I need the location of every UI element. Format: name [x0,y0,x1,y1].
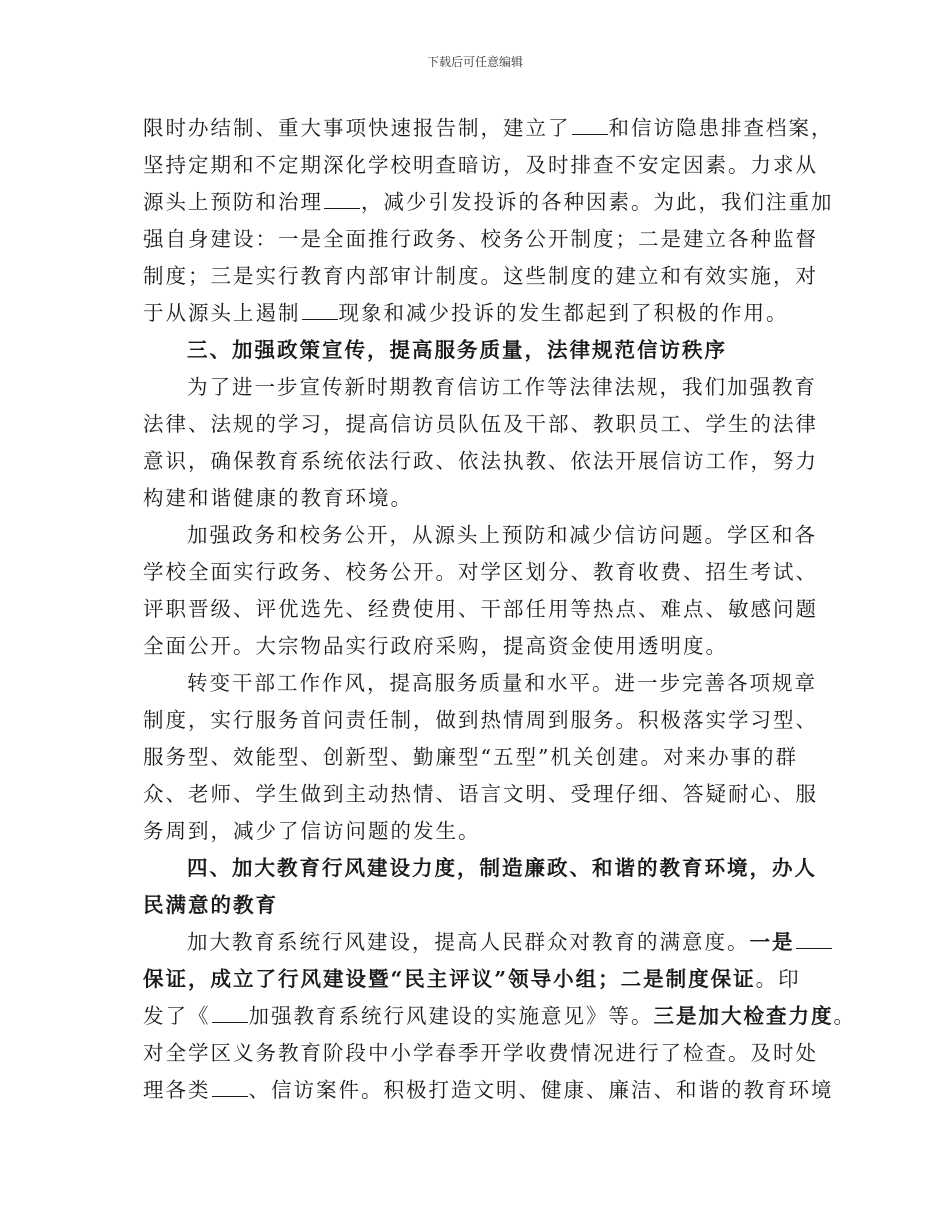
text-run: 源头上预防和治理 [143,190,323,214]
text-line [143,554,823,591]
text-run: 服务型、效能型、创新型、勤廉型“五型”机关创建。对来办事的群 [143,745,798,769]
text-line [143,517,823,554]
text-run: 和信访隐患排查档案， [608,116,834,140]
text-line [143,110,834,147]
document-body [143,110,856,1109]
text-run: 学校全面实行政务、校务公开。对学区划分、教育收费、招生考试、 [143,560,818,584]
text-line [143,406,823,443]
text-line [143,184,834,221]
text-run: 发了《 [143,1004,211,1028]
text-line [143,147,823,184]
text-line [143,850,823,887]
text-run: 现象和减少投诉的发生都起到了积极的作用。 [338,301,789,325]
text-run: 保证，成立了行风建设暨“民主评议”领导小组；二是制度保证 [143,967,756,991]
text-run: 于从源头上遏制 [143,301,301,325]
text-run: 构建和谐健康的教育环境。 [143,486,413,510]
text-run: 制度；三是实行教育内部审计制度。这些制度的建立和有效实施，对 [143,264,818,288]
text-run: 三、加强政策宣传，提高服务质量，法律规范信访秩序 [187,338,727,362]
text-run: 务周到，减少了信访问题的发生。 [143,819,481,843]
text-run: 四、加大教育行风建设力度，制造廉政、和谐的教育环境，办人 [187,856,817,880]
text-run: 加强教育系统行风建设的实施意见》等。 [248,1004,654,1028]
text-line [143,258,823,295]
page-header: 下载后可任意编辑 [426,55,523,69]
text-run: 意识，确保教育系统依法行政、依法执教、依法开展信访工作，努力 [143,449,818,473]
text-run: 全面公开。大宗物品实行政府采购，提高资金使用透明度。 [143,634,728,658]
text-run: 民满意的教育 [143,893,278,917]
text-run: 加大教育系统行风建设，提高人民群众对教育的满意度。 [187,930,750,954]
text-run: 众、老师、学生做到主动热情、语言文明、受理仔细、答疑耐心、服 [143,782,818,806]
text-run: 法律、法规的学习，提高信访员队伍及干部、教职员工、学生的法律 [143,412,818,436]
text-run: 评职晋级、评优选先、经费使用、干部任用等热点、难点、敏感问题 [143,597,818,621]
text-line [143,295,823,332]
text-line [143,739,823,776]
text-run: 对全学区义务教育阶段中小学春季开学收费情况进行了检查。及时处 [143,1041,818,1065]
text-line [143,480,823,517]
text-run: 坚持定期和不定期深化学校明查暗访，及时排查不安定因素。力求从 [143,153,818,177]
fill-in-blank [324,186,360,209]
fill-in-blank [212,1074,248,1097]
text-run: 三是加大检查力度 [653,1004,834,1028]
fill-in-blank [212,1000,248,1023]
text-run: 、信访案件。积极打造文明、健康、廉洁、和谐的教育环境 [248,1078,834,1102]
text-line [143,332,823,369]
text-run: 理各类 [143,1078,211,1102]
fill-in-blank [572,112,608,135]
text-line [143,369,823,406]
text-run: ，减少引发投诉的各种因素。为此，我们注重加 [361,190,834,214]
text-run: 转变干部工作作风，提高服务质量和水平。进一步完善各项规章 [187,671,817,695]
text-run: 。印 [755,967,801,991]
text-run: 为了进一步宣传新时期教育信访工作等法律法规，我们加强教育 [187,375,817,399]
fill-in-blank [796,926,832,949]
text-line [143,591,823,628]
text-line [143,628,823,665]
text-line [143,813,823,850]
text-line [143,665,823,702]
text-line [143,924,823,961]
text-run: 限时办结制、重大事项快速报告制，建立了 [143,116,571,140]
text-line [143,776,823,813]
text-line [143,443,823,480]
text-line [143,221,823,258]
text-run: 制度，实行服务首问责任制，做到热情周到服务。积极落实学习型、 [143,708,818,732]
text-line [143,1035,823,1072]
text-line [143,998,856,1035]
text-run: 一是 [749,930,795,954]
text-line [143,961,823,998]
text-run: 加强政务和校务公开，从源头上预防和减少信访问题。学区和各 [187,523,817,547]
text-line [143,1072,834,1109]
text-run: 。 [833,1004,856,1028]
fill-in-blank [302,297,338,320]
text-line [143,887,823,924]
text-line [143,702,823,739]
text-run: 强自身建设：一是全面推行政务、校务公开制度；二是建立各种监督 [143,227,818,251]
